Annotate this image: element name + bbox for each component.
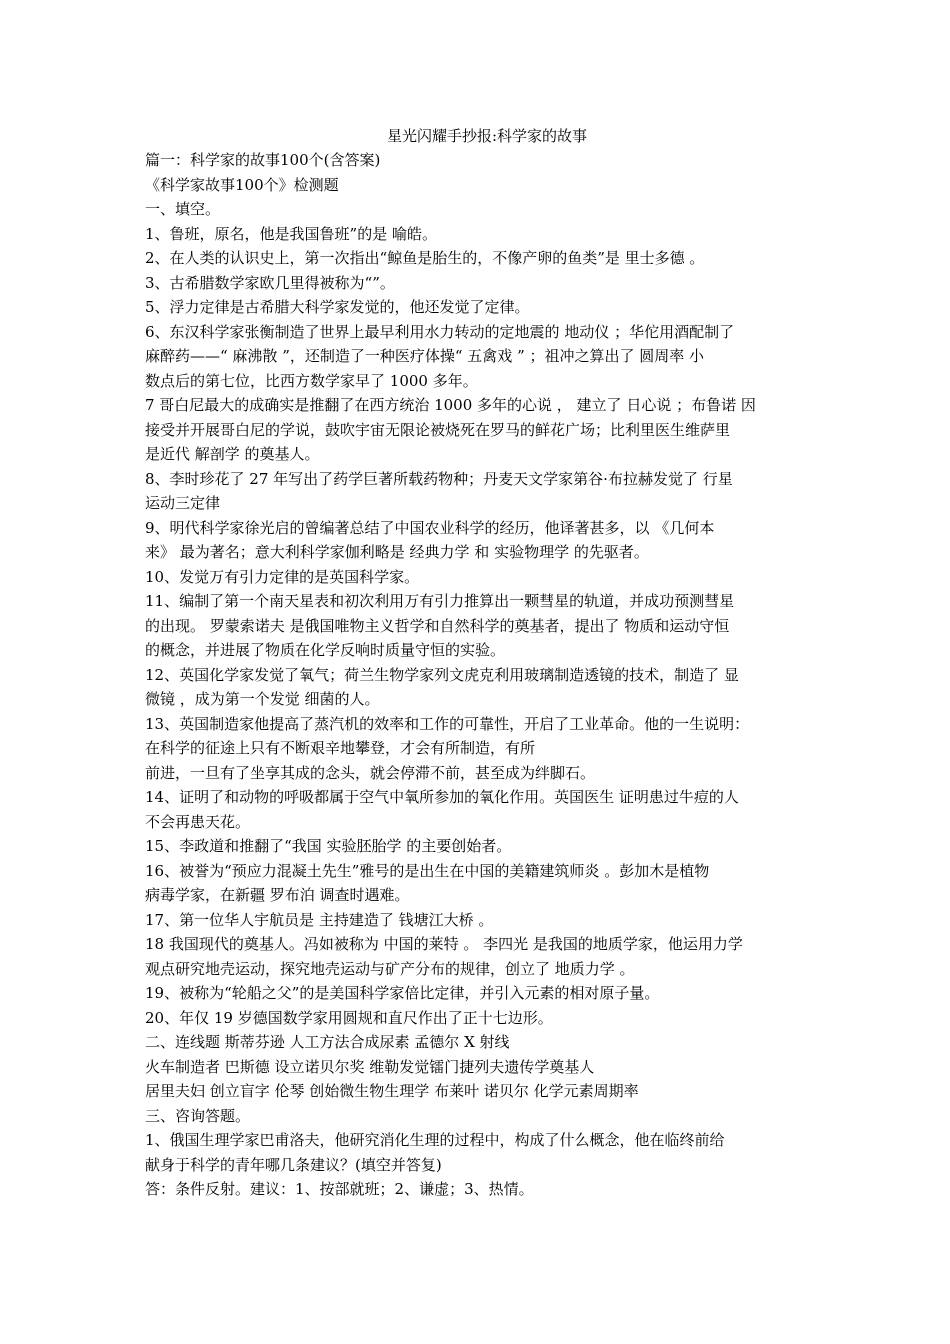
text-line: 麻醉药——“ 麻沸散 ”，还制造了一种医疗体操“ 五禽戏 ” ；祖冲之算出了 圆周率 小: [145, 347, 705, 365]
text-line: 13、英国制造家他提高了蒸汽机的效率和工作的可靠性，开启了工业革命。他的一生说明：: [145, 714, 750, 733]
text-line: 居里夫妇 创立盲字 伦琴 创始微生物生理学 布莱叶 诺贝尔 化学元素周期率: [145, 1082, 639, 1100]
text-line: 数点后的第七位，比西方数学家早了 1000 多年。: [145, 371, 478, 390]
section-heading: 一、填空。: [145, 200, 221, 218]
text-line: 在科学的征途上只有不断艰辛地攀登，才会有所制造，有所: [145, 739, 536, 757]
document-page: [145, 124, 815, 1202]
text-line: 的出现。 罗蒙索诺夫 是俄国唯物主义哲学和自然科学的奠基者，提出了 物质和运动守恒: [145, 616, 730, 635]
text-line: 1、鲁班，原名，他是我国鲁班”的是 喻皓。: [145, 224, 437, 243]
text-line: 20、年仅 19 岁德国数学家用圆规和直尺作出了正十七边形。: [145, 1008, 553, 1027]
text-line: 12、英国化学家发觉了氧气；荷兰生物学家列文虎克利用玻璃制造透镜的技术，制造了 显: [145, 665, 739, 684]
text-line: 的概念，并进展了物质在化学反响时质量守恒的实验。: [145, 641, 506, 659]
text-line: 15、李政道和推翻了“我国 实验胚胎学 的主要创始者。: [145, 837, 512, 855]
answer-line: 答：条件反射。建议：1、按部就班；2、谦虚；3、热情。: [145, 1180, 534, 1198]
text-line: 来》 最为著名；意大利科学家伽利略是 经典力学 和 实验物理学 的先驱者。: [145, 543, 649, 561]
text-line: 14、证明了和动物的呼吸都属于空气中氧所参加的氧化作用。英国医生 证明患过牛痘的人: [145, 788, 739, 806]
text-line: 不会再患天花。: [145, 812, 251, 831]
text-line: 18 我国现代的奠基人。冯如被称为 中国的莱特 。 李四光 是我国的地质学家，他运用力学: [145, 935, 743, 953]
text-line: 19、被称为“轮船之父”的是美国科学家倍比定律，并引入元素的相对原子量。: [145, 984, 660, 1002]
text-line: 5、浮力定律是古希腊大科学家发觉的，他还发觉了定律。: [145, 298, 530, 316]
text-line: 1、俄国生理学家巴甫洛夫，他研究消化生理的过程中，构成了什么概念，他在临终前给: [145, 1131, 725, 1149]
text-line: 运动三定律: [145, 494, 221, 512]
text-line: 9、明代科学家徐光启的曾编著总结了中国农业科学的经历，他译著甚多，以 《几何本: [145, 518, 715, 537]
text-line: 接受并开展哥白尼的学说，鼓吹宇宙无限论被烧死在罗马的鲜花广场；比利里医生维萨里: [145, 420, 731, 439]
document-title: 星光闪耀手抄报:科学家的故事: [386, 127, 588, 145]
text-line: 前进，一旦有了坐享其成的念头，就会停滞不前，甚至成为绊脚石。: [145, 763, 596, 782]
text-line: 10、发觉万有引力定律的是英国科学家。: [145, 567, 420, 586]
text-line: 《科学家故事100个》检测题: [145, 175, 339, 194]
text-line: 火车制造者 巴斯德 设立诺贝尔奖 维勒发觉镭门捷列夫遗传学奠基人: [145, 1057, 595, 1076]
text-line: 3、古希腊数学家欧几里得被称为“”。: [145, 273, 395, 292]
text-line: 11、编制了第一个南天星表和初次利用万有引力推算出一颗彗星的轨道，并成功预测彗星: [145, 592, 735, 610]
section-heading: 二、连线题 斯蒂芬逊 人工方法合成尿素 孟德尔 X 射线: [145, 1033, 510, 1051]
section-heading: 三、咨询答题。: [145, 1106, 251, 1125]
text-line: 是近代 解剖学 的奠基人。: [145, 445, 320, 463]
text-line: 16、被誉为“预应力混凝土先生”雅号的是出生在中国的美籍建筑师炎 。彭加木是植物: [145, 861, 710, 880]
text-line: 2、在人类的认识史上，第一次指出“鲸鱼是胎生的，不像产卵的鱼类”是 里士多德 。: [145, 249, 705, 267]
text-line: 微镜 ，成为第一个发觉 细菌的人。: [145, 690, 380, 708]
text-line: 献身于科学的青年哪几条建议？(填空并答复): [145, 1155, 442, 1174]
document-body: [145, 148, 815, 1202]
text-line: 8、李时珍花了 27 年写出了药学巨著所载药物种；丹麦天文学家第谷·布拉赫发觉了 行星: [145, 469, 733, 488]
text-line: 6、东汉科学家张衡制造了世界上最早利用水力转动的定地震的 地动仪 ；华佗用酒配制了: [145, 322, 735, 341]
text-line: 病毒学家，在新疆 罗布泊 调查时遇难。: [145, 886, 410, 904]
text-line: 观点研究地壳运动，探究地壳运动与矿产分布的规律，创立了 地质力学 。: [145, 959, 635, 978]
text-line: 17、第一位华人宇航员是 主持建造了 钱塘江大桥 。: [145, 910, 494, 929]
text-line: 篇一：科学家的故事100个(含答案): [145, 151, 381, 169]
text-line: 7 哥白尼最大的成确实是推翻了在西方统治 1000 多年的心说 ， 建立了 日心说 ；布鲁诺 因: [145, 396, 756, 414]
